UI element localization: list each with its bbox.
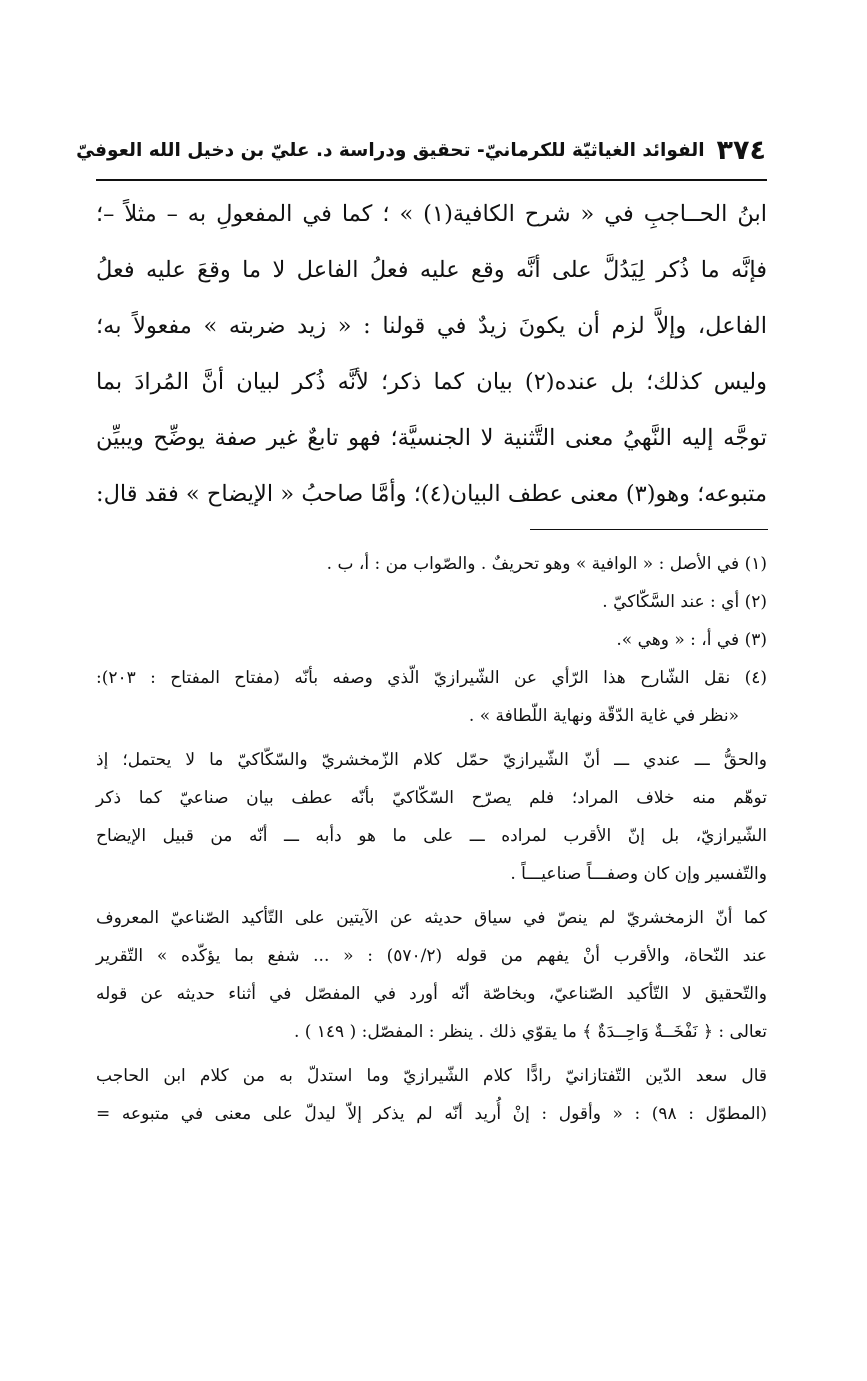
footnote-4-paragraph-3 (96, 1057, 767, 1133)
footnote-line: (٢) أي : عند السَّكّاكيّ . (602, 592, 767, 612)
footnote-3 (96, 621, 767, 659)
footnote-line: (٣) في أ، : « وهي ». (616, 630, 767, 650)
main-text-line: فإنَّه ما ذُكر لِيَدُلَّ على أنَّه وقع عليه فعلُ الفاعل لا ما وقعَ عليه فعلُ (96, 257, 767, 283)
footnote-4-paragraph-2 (96, 899, 767, 1051)
footnotes (96, 545, 767, 1133)
footnote-line: قال سعد الدّين التّفتازانيّ رادًّا كلام الشّيرازيّ وما استدلّ به من كلام ابن الحاجب (96, 1066, 767, 1086)
footnote-4-paragraph-1 (96, 741, 767, 893)
footnote-line: (المطوّل : ٩٨) : « وأقول : إنْ أُريد أنّه لم يذكر إلاّ ليدلّ على معنى في متبوعه = (96, 1104, 767, 1124)
footnote-line: عند النّحاة، والأقرب أنْ يفهم من قوله (٥٧٠/٢) : « ... شفع بما يؤكّده » التّقرير (96, 946, 768, 966)
main-text-line: متبوعه؛ وهو(٣) معنى عطف البيان(٤)؛ وأمَّا صاحبُ « الإيضاح » فقد قال: (96, 481, 767, 507)
main-text-line: الفاعل، وإلاَّ لزم أن يكونَ زيدٌ في قولنا : « زيد ضربته » مفعولاً به؛ (96, 313, 767, 339)
main-text (96, 186, 767, 522)
footnote-line: (٤) نقل الشّارح هذا الرّأي عن الشّيرازيّ الّذي وصفه بأنّه (مفتاح المفتاح : ٢٠٣): (96, 668, 767, 688)
running-header (76, 128, 766, 172)
footnote-line: توهّم منه خلاف المراد؛ فلم يصرّح السّكّاكيّ بأنّه عطف بيان صناعيّ كما ذكر (96, 788, 767, 808)
footnote-line: (١) في الأصل : « الوافية » وهو تحريفٌ . والصّواب من : أ، ب . (326, 554, 767, 574)
header-rule (96, 179, 767, 181)
footnote-4 (96, 659, 767, 735)
footnote-line: كما أنّ الزمخشريّ لم ينصّ في سياق حديثه عن الآيتين على التّأكيد الصّناعيّ المعروف (96, 908, 767, 928)
footnote-line: الشّيرازيّ، بل إنّ الأقرب لمراده ـــ على ما هو دأبه ـــ أنّه من قبيل الإيضاح (96, 826, 767, 846)
footnote-2 (96, 583, 767, 621)
main-text-line: توجَّه إليه النَّهيُ معنى التَّثنية لا الجنسيَّة؛ فهو تابعٌ غير صفة يوضِّح ويبيِّن (96, 425, 767, 451)
footnote-line: والحقُّ ـــ عندي ـــ أنّ الشّيرازيّ حمّل كلام الزّمخشريّ والسّكّاكيّ ما لا يحتمل؛ إذ (96, 750, 767, 770)
header-title: الفوائد الغياثيّة للكرمانيّ- تحقيق ودراسة د. عليّ بن دخيل الله العوفيّ (76, 139, 705, 161)
footnote-line: تعالى : ﴿ نَفْخَــةٌ وَاحِــدَةٌ ﴾ ما يقوّي ذلك . ينظر : المفصّل: ( ١٤٩ ) . (293, 1022, 767, 1042)
footnote-line: والتّحقيق لا التّأكيد الصّناعيّ، وبخاصّة أنّه أورد في المفصّل في أثناء حديثه عن قوله (96, 984, 767, 1004)
footnote-1 (96, 545, 767, 583)
footnote-line: والتّفسير وإن كان وصفـــاً صناعيـــاً . (510, 864, 767, 884)
page-number: ٣٧٤ (716, 134, 766, 166)
footnote-line: «نظر في غاية الدّقّة ونهاية اللّطافة » . (468, 706, 739, 726)
footnote-separator (530, 529, 768, 530)
main-text-line: وليس كذلك؛ بل عنده(٢) بيان كما ذكر؛ لأنَّه ذُكر لبيان أنَّ المُرادَ بما (96, 369, 767, 395)
main-text-line: ابنُ الحــاجبِ في « شرح الكافية(١) » ؛ كما في المفعولِ به – مثلاً –؛ (96, 201, 767, 227)
